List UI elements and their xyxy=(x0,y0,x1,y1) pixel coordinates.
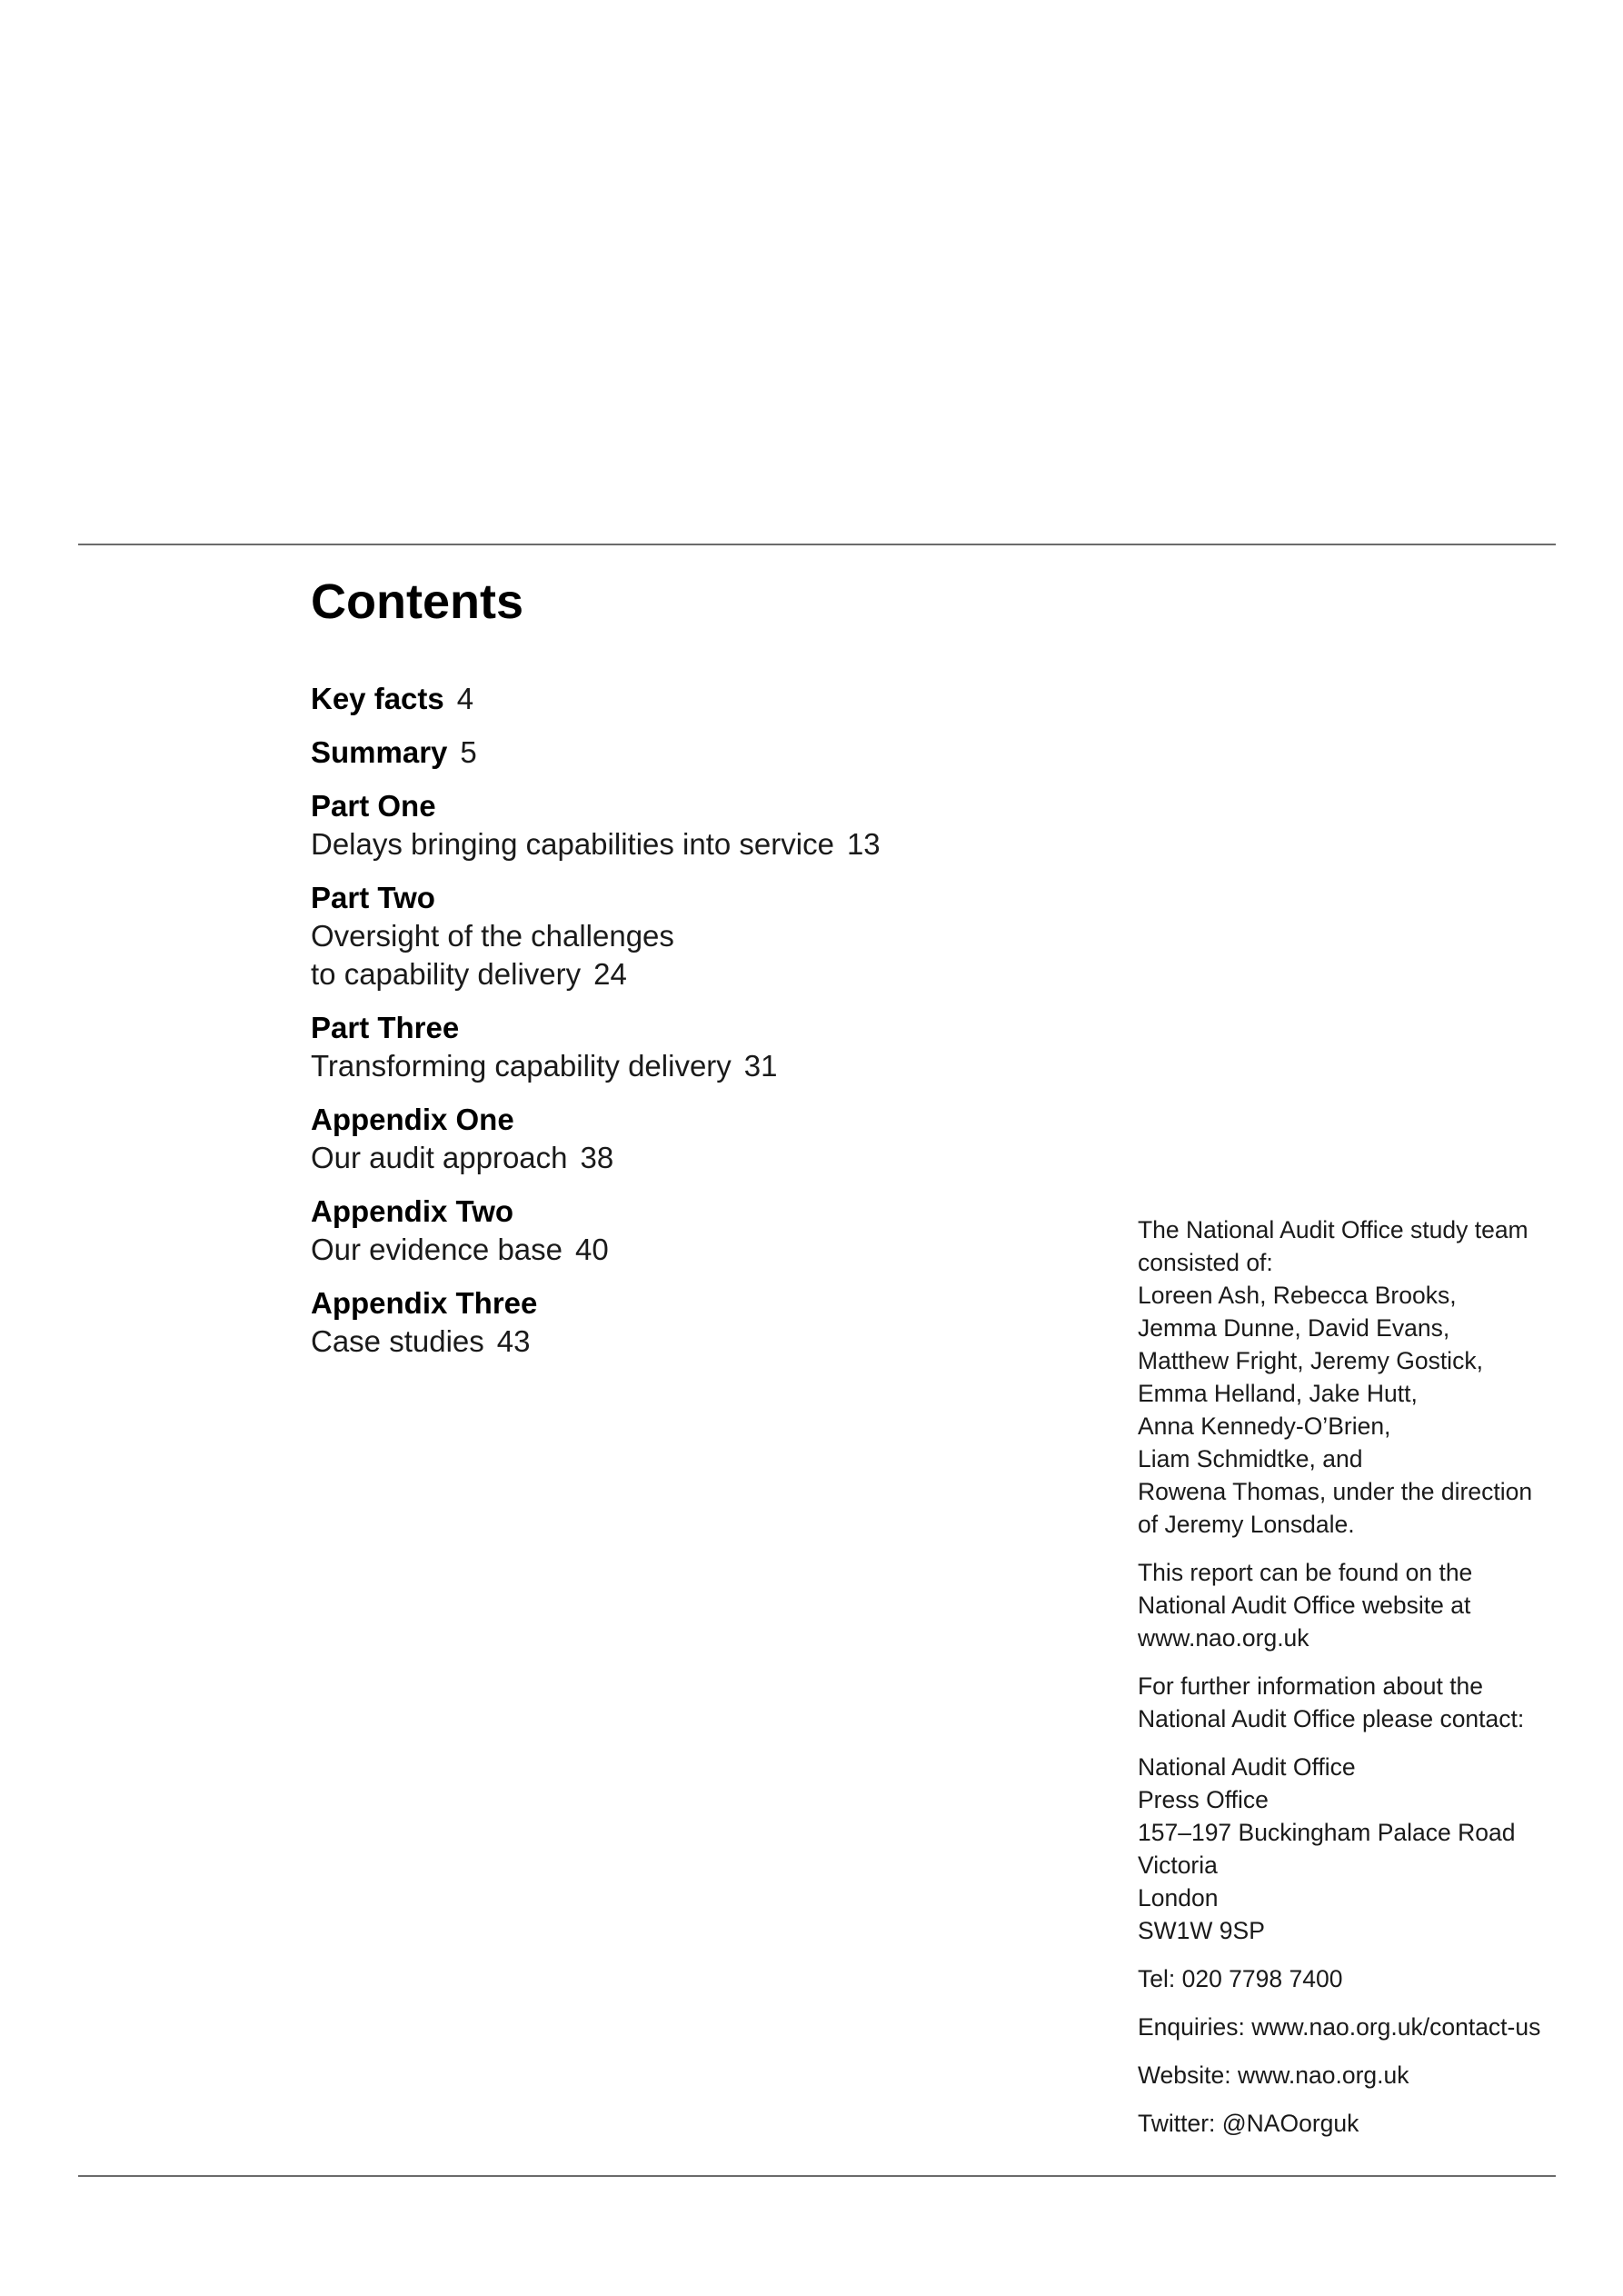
colophon xyxy=(1138,1213,1565,2155)
colophon-line: consisted of: xyxy=(1138,1249,1273,1276)
address-line: Victoria xyxy=(1138,1852,1218,1879)
colophon-line: Matthew Fright, Jeremy Gostick, xyxy=(1138,1347,1483,1374)
toc-page-number: 13 xyxy=(846,827,881,861)
toc-page-number: 31 xyxy=(743,1049,778,1083)
top-divider xyxy=(78,544,1556,545)
toc-entry-description-line: Oversight of the challenges xyxy=(311,919,674,953)
toc-entry-heading: Part Three xyxy=(311,1011,460,1044)
toc-entry-heading: Appendix Two xyxy=(311,1194,514,1228)
toc-page-number: 38 xyxy=(580,1141,614,1174)
address-line: Press Office xyxy=(1138,1786,1269,1813)
toc-entry-appendix-three[interactable] xyxy=(311,1284,1129,1361)
toc-entry-key-facts[interactable] xyxy=(311,680,1129,718)
colophon-line: For further information about the xyxy=(1138,1672,1484,1700)
toc-entry-heading: Part Two xyxy=(311,881,435,914)
bottom-divider xyxy=(78,2175,1556,2177)
toc-entry-appendix-two[interactable] xyxy=(311,1193,1129,1269)
toc-page-number: 4 xyxy=(456,682,474,715)
toc-entry-heading: Part One xyxy=(311,789,436,823)
toc-entry-part-one[interactable] xyxy=(311,787,1129,863)
toc-entry-description-line: Case studies xyxy=(311,1324,484,1358)
toc-entry-appendix-one[interactable] xyxy=(311,1101,1129,1177)
toc-entry-part-three[interactable] xyxy=(311,1009,1129,1085)
colophon-line: Anna Kennedy-O’Brien, xyxy=(1138,1413,1391,1440)
toc-entry-description-line: to capability delivery xyxy=(311,957,582,991)
toc-page-number: 40 xyxy=(575,1233,609,1266)
toc-entry-description-line: Delays bringing capabilities into service xyxy=(311,827,834,861)
toc-entry-description xyxy=(311,1323,1129,1361)
toc-entry-description xyxy=(311,1047,1129,1085)
further-information xyxy=(1138,1670,1565,1735)
toc-entry-description xyxy=(311,955,1129,993)
colophon-line: National Audit Office please contact: xyxy=(1138,1705,1525,1732)
colophon-line: Rowena Thomas, under the direction xyxy=(1138,1478,1533,1505)
colophon-line: Liam Schmidtke, and xyxy=(1138,1445,1363,1472)
address-line: SW1W 9SP xyxy=(1138,1917,1265,1944)
enquiries-link[interactable]: Enquiries: www.nao.org.uk/contact-us xyxy=(1138,2013,1541,2041)
toc-entry-description-line: Transforming capability delivery xyxy=(311,1049,732,1083)
toc-entry-description-line: Our audit approach xyxy=(311,1141,568,1174)
website-link[interactable]: Website: www.nao.org.uk xyxy=(1138,2061,1409,2089)
toc-page-number: 5 xyxy=(460,735,477,769)
telephone: Tel: 020 7798 7400 xyxy=(1138,1965,1343,1992)
toc-entry-heading: Appendix One xyxy=(311,1103,514,1136)
toc-entry-heading: Appendix Three xyxy=(311,1286,538,1320)
colophon-line: Jemma Dunne, David Evans, xyxy=(1138,1314,1450,1342)
colophon-line: Loreen Ash, Rebecca Brooks, xyxy=(1138,1282,1457,1309)
toc-entry-description xyxy=(311,825,1129,863)
table-of-contents xyxy=(311,571,1129,1376)
toc-page-number: 24 xyxy=(593,957,627,991)
toc-list xyxy=(311,680,1129,1361)
toc-entry-heading: Key facts xyxy=(311,682,444,715)
address-line: 157–197 Buckingham Palace Road xyxy=(1138,1819,1516,1846)
toc-entry-description-line: Our evidence base xyxy=(311,1233,563,1266)
report-website-link[interactable]: www.nao.org.uk xyxy=(1138,1624,1309,1652)
toc-entry-heading: Summary xyxy=(311,735,448,769)
colophon-line: of Jeremy Lonsdale. xyxy=(1138,1511,1355,1538)
address-line: London xyxy=(1138,1884,1219,1912)
toc-entry-summary[interactable] xyxy=(311,734,1129,772)
colophon-line: This report can be found on the xyxy=(1138,1559,1473,1586)
contents-title: Contents xyxy=(311,574,523,629)
toc-entry-part-two[interactable] xyxy=(311,879,1129,993)
colophon-line: The National Audit Office study team xyxy=(1138,1216,1528,1243)
colophon-line: National Audit Office website at xyxy=(1138,1592,1471,1619)
toc-entry-description xyxy=(311,1139,1129,1177)
address-line: National Audit Office xyxy=(1138,1753,1356,1781)
toc-page-number: 43 xyxy=(496,1324,531,1358)
postal-address xyxy=(1138,1751,1565,1947)
colophon-line: Emma Helland, Jake Hutt, xyxy=(1138,1380,1418,1407)
report-location xyxy=(1138,1556,1565,1654)
toc-entry-description xyxy=(311,1231,1129,1269)
twitter-link[interactable]: Twitter: @NAOorguk xyxy=(1138,2110,1359,2137)
study-team-credits xyxy=(1138,1213,1565,1541)
